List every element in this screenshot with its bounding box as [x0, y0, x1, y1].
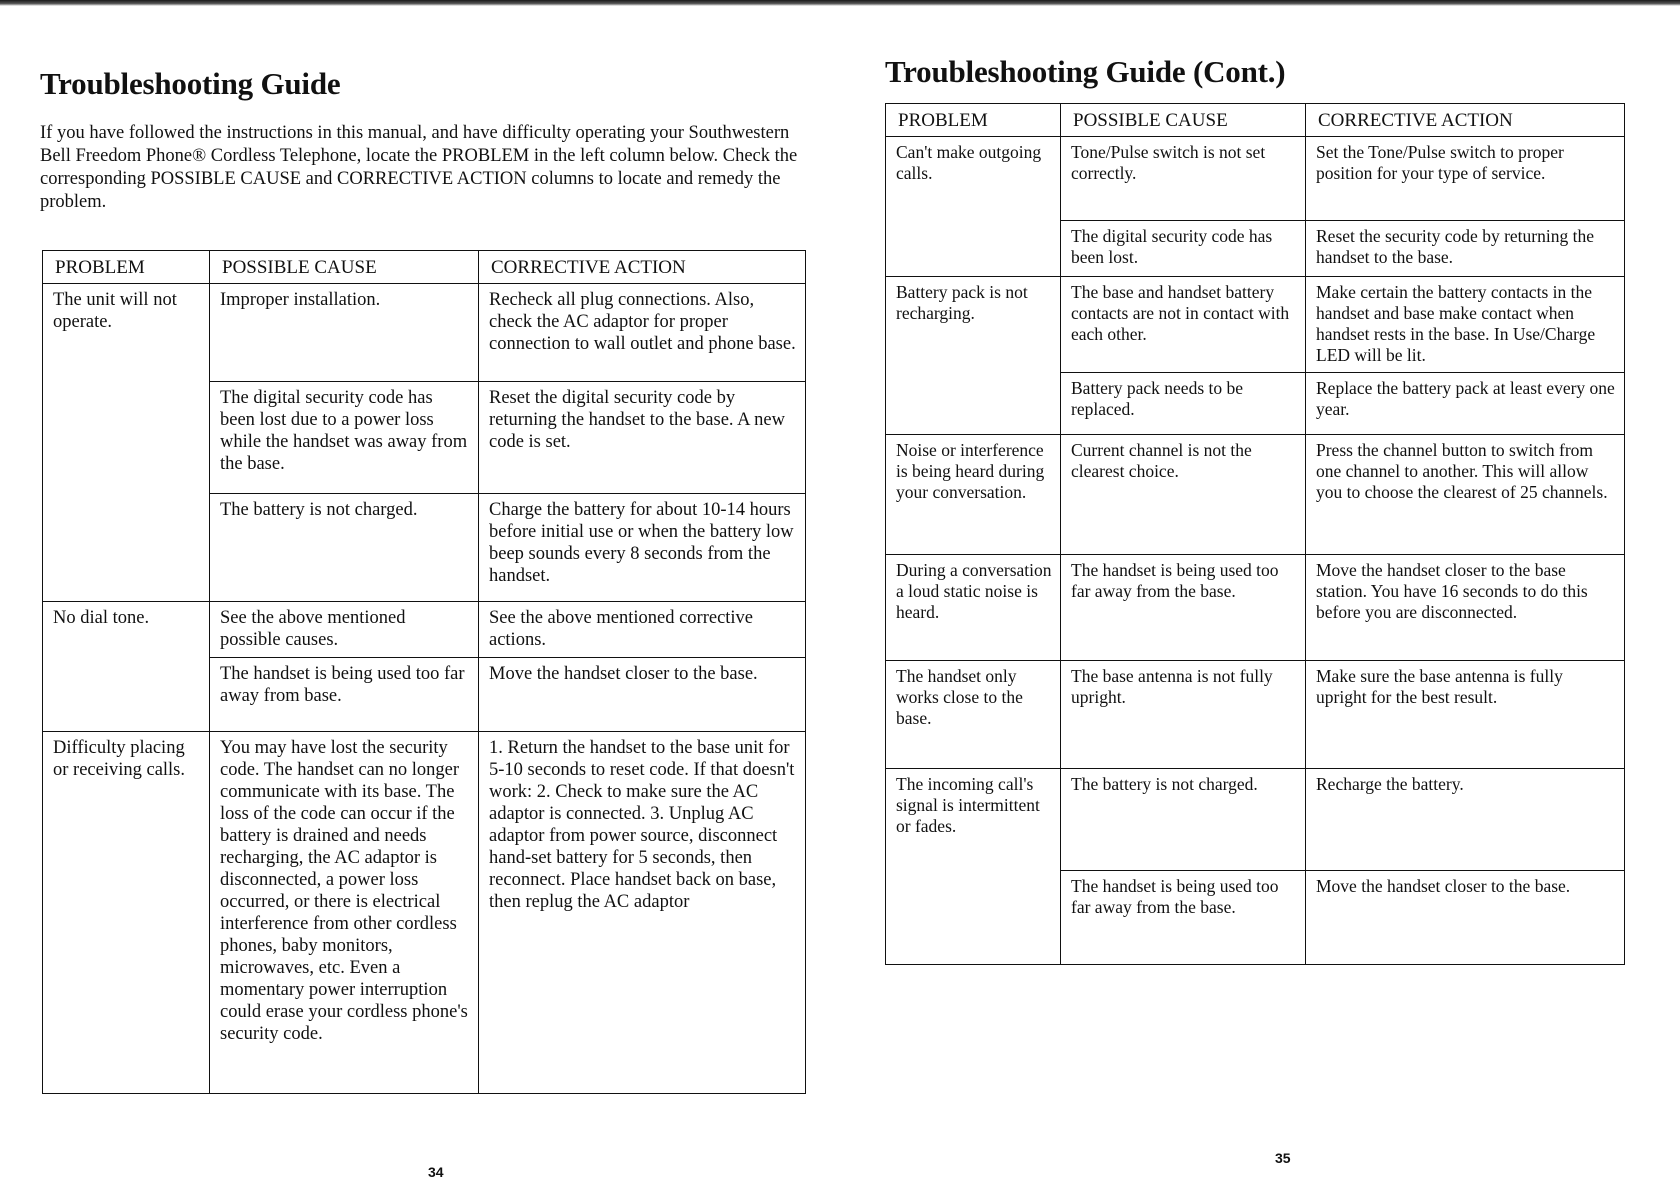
cause-cell: The battery is not charged.: [1061, 769, 1306, 871]
problem-cell: The handset only works close to the base.: [886, 661, 1061, 769]
action-cell: 1. Return the handset to the base unit for 5-10 seconds to reset code. If that doesn't work: 2. Check to make sure the AC adaptor is connected. 3. Unplug AC adaptor from power source, disconnect hand-set battery for 5 seconds, then reconnect. Place handset back on base, then replug the AC adaptor: [479, 732, 806, 1094]
problem-cell: No dial tone.: [43, 602, 210, 732]
header-problem: PROBLEM: [43, 251, 210, 284]
problem-cell: Battery pack is not recharging.: [886, 277, 1061, 435]
cause-cell: The battery is not charged.: [210, 494, 479, 602]
cause-cell: Improper installation.: [210, 284, 479, 382]
action-cell: See the above mentioned corrective actions.: [479, 602, 806, 658]
cause-cell: Battery pack needs to be replaced.: [1061, 373, 1306, 435]
header-possible-cause: POSSIBLE CAUSE: [210, 251, 479, 284]
problem-cell: Difficulty placing or receiving calls.: [43, 732, 210, 1094]
cause-cell: The base antenna is not fully upright.: [1061, 661, 1306, 769]
cause-cell: The base and handset battery contacts are not in contact with each other.: [1061, 277, 1306, 373]
cause-cell: Current channel is not the clearest choice.: [1061, 435, 1306, 555]
action-cell: Make certain the battery contacts in the handset and base make contact when handset rests in the base. In Use/Charge LED will be lit.: [1306, 277, 1625, 373]
header-problem: PROBLEM: [886, 104, 1061, 137]
troubleshooting-table: [42, 250, 806, 1094]
cause-cell: The digital security code has been lost.: [1061, 221, 1306, 277]
action-cell: Charge the battery for about 10-14 hours before initial use or when the battery low beep sounds every 8 seconds from the handset.: [479, 494, 806, 602]
action-cell: Reset the security code by returning the handset to the base.: [1306, 221, 1625, 277]
action-cell: Move the handset closer to the base.: [1306, 871, 1625, 965]
action-cell: Move the handset closer to the base station. You have 16 seconds to do this before you are disconnected.: [1306, 555, 1625, 661]
table-row: [886, 661, 1625, 769]
scan-edge: [0, 0, 1680, 6]
problem-cell: The unit will not operate.: [43, 284, 210, 602]
table-row: [886, 137, 1625, 221]
problem-cell: The incoming call's signal is intermittent or fades.: [886, 769, 1061, 965]
problem-cell: During a conversation a loud static noise is heard.: [886, 555, 1061, 661]
header-possible-cause: POSSIBLE CAUSE: [1061, 104, 1306, 137]
cause-cell: See the above mentioned possible causes.: [210, 602, 479, 658]
page-title: Troubleshooting Guide (Cont.): [885, 54, 1286, 89]
action-cell: Reset the digital security code by returning the handset to the base. A new code is set.: [479, 382, 806, 494]
action-cell: Replace the battery pack at least every one year.: [1306, 373, 1625, 435]
table-row: [43, 284, 806, 382]
action-cell: Move the handset closer to the base.: [479, 658, 806, 732]
header-corrective-action: CORRECTIVE ACTION: [479, 251, 806, 284]
action-cell: Recharge the battery.: [1306, 769, 1625, 871]
cause-cell: The handset is being used too far away from base.: [210, 658, 479, 732]
table-row: [886, 435, 1625, 555]
problem-cell: Can't make outgoing calls.: [886, 137, 1061, 277]
intro-paragraph: If you have followed the instructions in this manual, and have difficulty operating your Southwestern Bell Freedom Phone® Cordless Telephone, locate the PROBLEM in the left column below. Check the corresponding POSSIBLE CAUSE and CORRECTIVE ACTION columns to locate and remedy the problem.: [40, 123, 798, 212]
table-row: [886, 769, 1625, 871]
action-cell: Make sure the base antenna is fully upright for the best result.: [1306, 661, 1625, 769]
cause-cell: Tone/Pulse switch is not set correctly.: [1061, 137, 1306, 221]
action-cell: Recheck all plug connections. Also, check the AC adaptor for proper connection to wall outlet and phone base.: [479, 284, 806, 382]
cause-cell: The handset is being used too far away from the base.: [1061, 555, 1306, 661]
table-row: [43, 732, 806, 1094]
troubleshooting-table-continued: [885, 103, 1625, 965]
action-cell: Set the Tone/Pulse switch to proper position for your type of service.: [1306, 137, 1625, 221]
action-cell: Press the channel button to switch from one channel to another. This will allow you to choose the clearest of 25 channels.: [1306, 435, 1625, 555]
table-row: [43, 602, 806, 658]
header-corrective-action: CORRECTIVE ACTION: [1306, 104, 1625, 137]
page-number: 35: [1275, 1150, 1291, 1166]
cause-cell: The digital security code has been lost due to a power loss while the handset was away from the base.: [210, 382, 479, 494]
cause-cell: You may have lost the security code. The handset can no longer communicate with its base. The loss of the code can occur if the battery is drained and needs recharging, the AC adaptor is disconnected, a power loss occurred, or there is electrical interference from other cordless phones, baby monitors, microwaves, etc. Even a momentary power interruption could erase your cordless phone's security code.: [210, 732, 479, 1094]
table-row: [886, 555, 1625, 661]
cause-cell: The handset is being used too far away from the base.: [1061, 871, 1306, 965]
page-title: Troubleshooting Guide: [40, 66, 341, 101]
page-number: 34: [428, 1164, 444, 1180]
table-row: [886, 277, 1625, 373]
problem-cell: Noise or interference is being heard during your conversation.: [886, 435, 1061, 555]
